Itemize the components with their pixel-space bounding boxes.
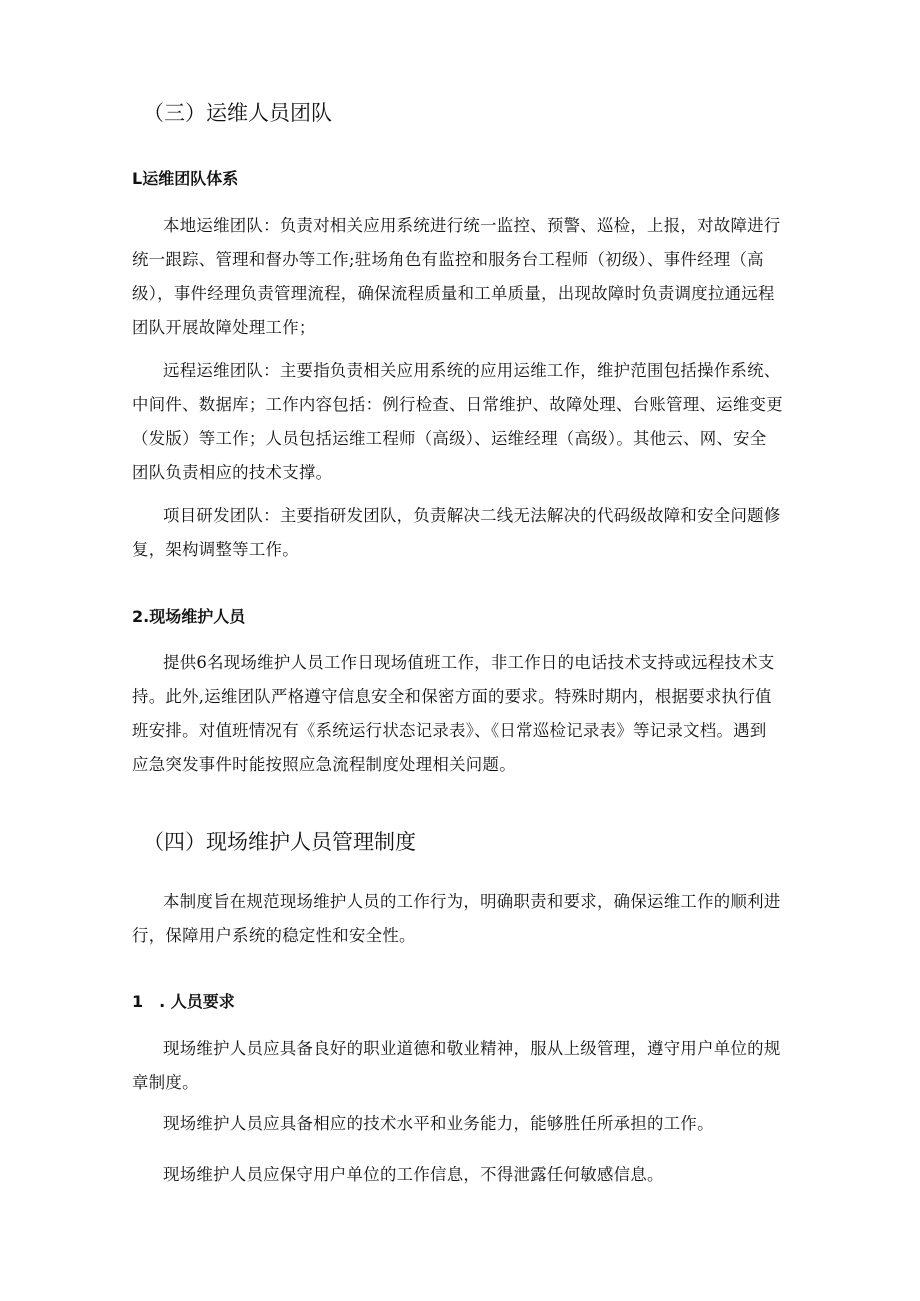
req3-line: 现场维护人员应保守用户单位的工作信息，不得泄露任何敏感信息。 <box>163 1165 664 1184</box>
rd-team-line-2: 复，架构调整等工作。 <box>132 540 299 559</box>
remote-team-line-1: 远程运维团队：主要指负责相关应用系统的应用运维工作，维护范围包括操作系统、 <box>163 361 781 380</box>
local-team-line-4: 团队开展故障处理工作； <box>132 318 316 337</box>
remote-team-line-4: 团队负责相应的技术支撑。 <box>132 463 333 482</box>
remote-team-line-3: （发版）等工作；人员包括运维工程师（高级）、运维经理（高级）。其他云、网、安全 <box>132 429 767 448</box>
remote-team-line-2: 中间件、数据库；工作内容包括：例行检查、日常维护、故障处理、台账管理、运维变更 <box>132 395 783 414</box>
onsite-staff-line-4: 应急突发事件时能按照应急流程制度处理相关问题。 <box>132 755 516 774</box>
req1-line-1: 现场维护人员应具备良好的职业道德和敬业精神，服从上级管理，遵守用户单位的规 <box>163 1039 781 1058</box>
s4-intro-line-2: 行，保障用户系统的稳定性和安全性。 <box>132 926 416 945</box>
onsite-staff-line-2: 持。此外,运维团队严格遵守信息安全和保密方面的要求。特殊时期内，根据要求执行值 <box>132 687 772 706</box>
section-3-1-heading: L运维团队体系 <box>132 169 239 188</box>
onsite-staff-line-1: 提供6名现场维护人员工作日现场值班工作，非工作日的电话技术支持或远程技术支 <box>163 653 775 672</box>
section-4-1-heading: 1 . 人员要求 <box>132 992 235 1011</box>
s4-intro-line-1: 本制度旨在规范现场维护人员的工作行为，明确职责和要求，确保运维工作的顺利进 <box>163 892 781 911</box>
local-team-line-2: 统一跟踪、管理和督办等工作;驻场角色有监控和服务台工程师（初级）、事件经理（高 <box>132 250 764 269</box>
section-4-title: （四）现场维护人员管理制度 <box>143 830 416 854</box>
onsite-staff-line-3: 班安排。对值班情况有《系统运行状态记录表》、《日常巡检记录表》等记录文档。遇到 <box>132 721 767 740</box>
local-team-line-1: 本地运维团队：负责对相关应用系统进行统一监控、预警、巡检，上报，对故障进行 <box>163 216 781 235</box>
rd-team-line-1: 项目研发团队：主要指研发团队，负责解决二线无法解决的代码级故障和安全问题修 <box>163 506 781 525</box>
section-3-2-heading: 2.现场维护人员 <box>132 607 246 626</box>
local-team-line-3: 级），事件经理负责管理流程，确保流程质量和工单质量，出现故障时负责调度拉通远程 <box>132 284 775 303</box>
section-3-title: （三）运维人员团队 <box>143 101 332 125</box>
req2-line: 现场维护人员应具备相应的技术水平和业务能力，能够胜任所承担的工作。 <box>163 1114 714 1133</box>
req1-line-2: 章制度。 <box>132 1073 199 1092</box>
